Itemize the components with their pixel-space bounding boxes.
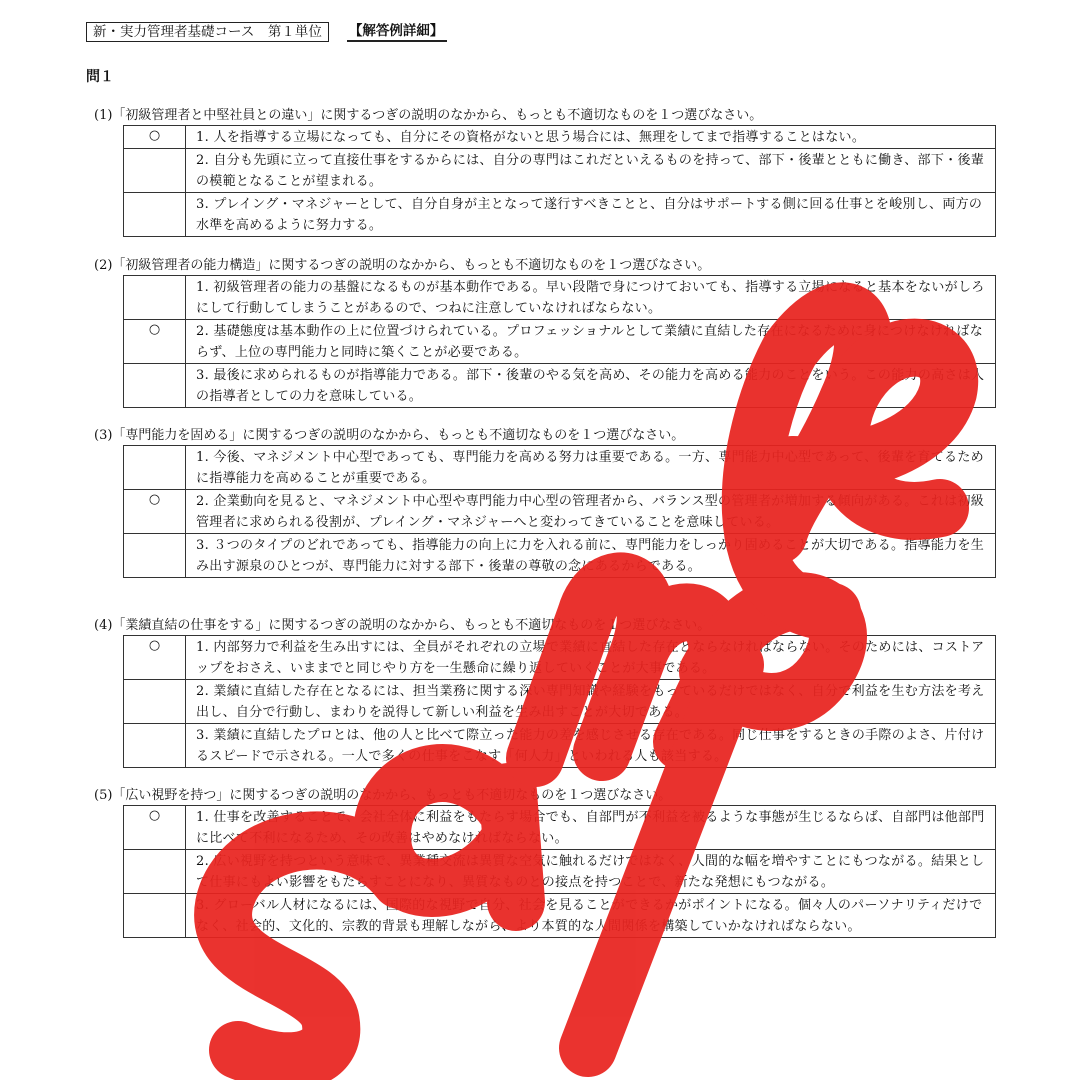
question-prompt: (5)「広い視野を持つ」に関するつぎの説明のなかから、もっとも不適切なものを１つ選びなさい。 [94,788,672,803]
question-3 [94,427,996,578]
option-text: 1. 仕事を改善することで、会社全体に利益をもたらす場合でも、自部門が不利益を被るような事態が生じるならば、自部門は他部門に比べて不利になるため、その改善はやめなければならない。 [186,806,996,850]
question-2 [94,257,996,408]
table-row [124,364,996,408]
section-title: 問１ [86,69,114,85]
answer-mark: ○ [124,806,186,850]
option-text: 1. 人を指導する立場になっても、自分にその資格がないと思う場合には、無理をしてまで指導することはない。 [186,126,996,149]
answer-mark [124,193,186,237]
question-prompt: (4)「業績直結の仕事をする」に関するつぎの説明のなかから、もっとも不適切なものを１つ選びなさい。 [94,618,711,633]
answer-table [123,445,996,578]
question-5 [94,787,996,938]
option-text: 3. ３つのタイプのどれであっても、指導能力の向上に力を入れる前に、専門能力をしっかり固めることが大切である。指導能力を生み出す源泉のひとつが、専門能力に対する部下・後輩の尊敬の念にあるからである。 [186,534,996,578]
option-text: 2. 企業動向を見ると、マネジメント中心型や専門能力中心型の管理者から、バランス型の管理者が増加する傾向がある。これは初級管理者に求められる役割が、プレイング・マネジャーへと変わってきていることを意味している。 [186,490,996,534]
table-row [124,126,996,149]
option-text: 1. 内部努力で利益を生み出すには、全員がそれぞれの立場で業績に直結した存在とならなければならない。そのためには、コストアップをおさえ、いままでと同じやり方を一生懸命に繰り返していくことが大事である。 [186,636,996,680]
table-row [124,446,996,490]
answer-table [123,125,996,237]
answer-mark: ○ [124,490,186,534]
table-row [124,490,996,534]
document-header [86,22,447,42]
question-prompt: (3)「専門能力を固める」に関するつぎの説明のなかから、もっとも不適切なものを１つ選びなさい。 [94,428,685,443]
answer-mark: ○ [124,636,186,680]
question-prompt: (2)「初級管理者の能力構造」に関するつぎの説明のなかから、もっとも不適切なものを１つ選びなさい。 [94,258,711,273]
question-prompt: (1)「初級管理者と中堅社員との違い」に関するつぎの説明のなかから、もっとも不適切なものを１つ選びなさい。 [94,108,763,123]
option-text: 3. 最後に求められるものが指導能力である。部下・後輩のやる気を高め、その能力を高める能力のことをいう。この能力の高さは人の指導者としての力を意味している。 [186,364,996,408]
option-text: 2. 基礎態度は基本動作の上に位置づけられている。プロフェッショナルとして業績に直結した存在になるために身につけなければならず、上位の専門能力と同時に築くことが必要である。 [186,320,996,364]
question-1 [94,107,996,237]
answer-table [123,275,996,408]
answer-mark: ○ [124,320,186,364]
answer-mark [124,149,186,193]
answer-mark [124,446,186,490]
table-row [124,894,996,938]
answer-mark: ○ [124,126,186,149]
option-text: 1. 初級管理者の能力の基盤になるものが基本動作である。早い段階で身につけておいても、指導する立場になると基本をないがしろにして行動してしまうことがあるので、つねに注意していなければならない。 [186,276,996,320]
answer-table [123,805,996,938]
table-row [124,276,996,320]
table-row [124,680,996,724]
answer-mark [124,680,186,724]
option-text: 2. 自分も先頭に立って直接仕事をするからには、自分の専門はこれだといえるものを持って、部下・後輩とともに働き、部下・後輩の模範となることが望まれる。 [186,149,996,193]
answer-label: 【解答例詳細】 [347,23,448,42]
option-text: 3. プレイング・マネジャーとして、自分自身が主となって遂行すべきことと、自分はサポートする側に回る仕事とを峻別し、両方の水準を高めるように努力する。 [186,193,996,237]
table-row [124,850,996,894]
table-row [124,806,996,850]
answer-mark [124,276,186,320]
answer-mark [124,894,186,938]
option-text: 3. グローバル人材になるには、国際的な視野で自分、社会を見ることができるかがポイントになる。個々人のパーソナリティだけでなく、社会的、文化的、宗教的背景も理解しながら、より本質的な人間関係を構築していかなければならない。 [186,894,996,938]
answer-mark [124,534,186,578]
answer-table [123,635,996,768]
table-row [124,320,996,364]
course-title: 新・実力管理者基礎コース 第１単位 [86,22,329,42]
table-row [124,193,996,237]
table-row [124,636,996,680]
answer-mark [124,364,186,408]
option-text: 2. 業績に直結した存在となるには、担当業務に関する深い専門知識や経験をもっているだけではなく、自分で利益を生む方法を考え出し、自分で行動し、まわりを説得して新しい利益を生み出すことが大切である。 [186,680,996,724]
table-row [124,149,996,193]
option-text: 3. 業績に直結したプロとは、他の人と比べて際立った能力の差を感じさせる存在である。同じ仕事をするときの手際のよさ、片付けるスピードで示される。一人で多くの仕事をこなす「何人力」といわれる人も該当する。 [186,724,996,768]
question-4 [94,617,996,768]
option-text: 2. 広い視野を持つという意味で、異業種交流は異質な空気に触れるだけではなく、人間的な幅を増やすことにもつながる。結果として仕事にもよい影響をもたらすことになり、異質なものとの接点を持つことで、新たな発想にもつながる。 [186,850,996,894]
answer-mark [124,724,186,768]
answer-mark [124,850,186,894]
option-text: 1. 今後、マネジメント中心型であっても、専門能力を高める努力は重要である。一方、専門能力中心型であって、後輩を育てるために指導能力を高めることが重要である。 [186,446,996,490]
table-row [124,534,996,578]
table-row [124,724,996,768]
